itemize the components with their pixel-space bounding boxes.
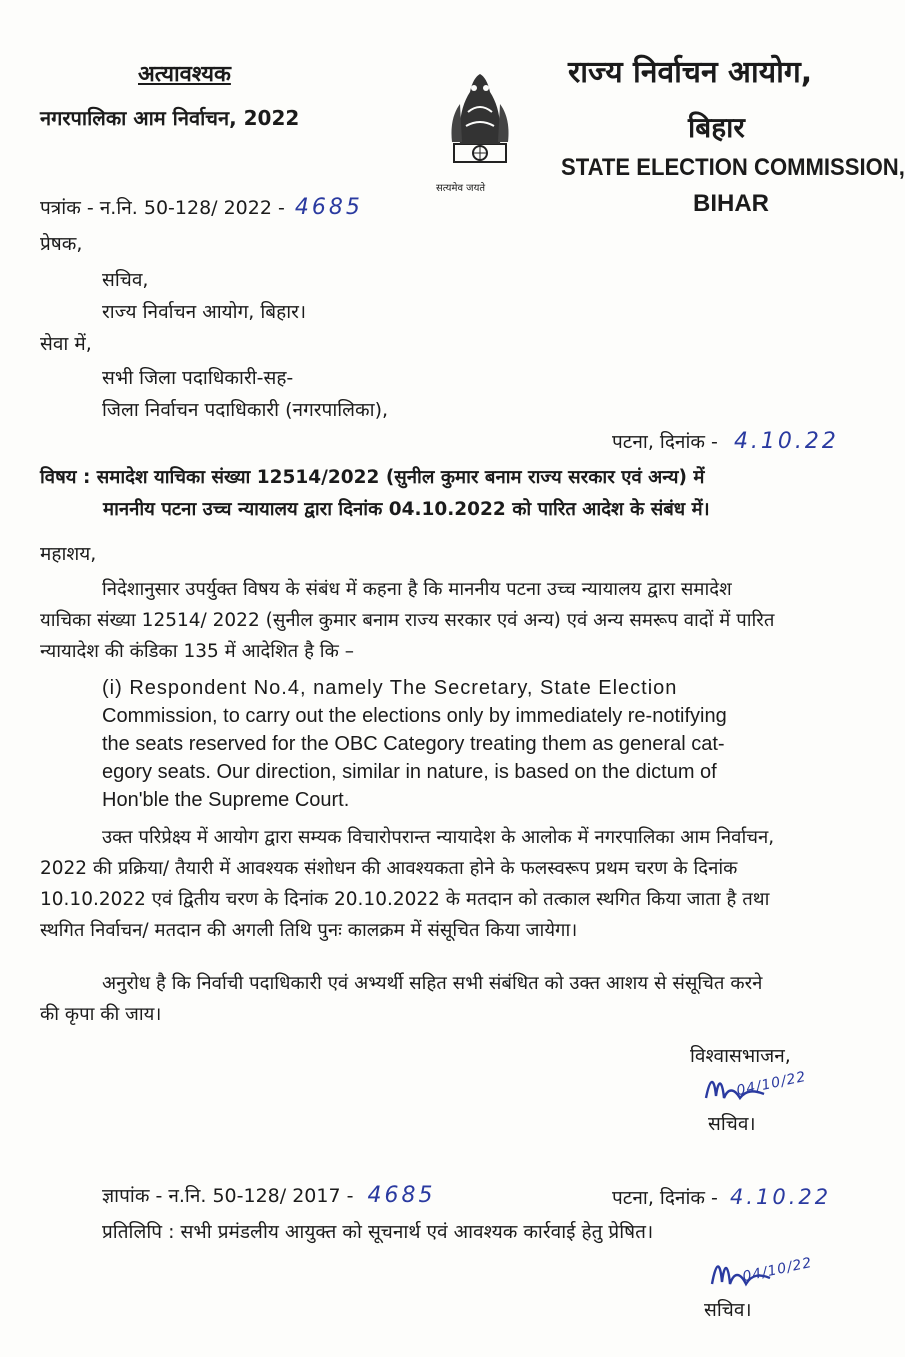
memo-ref-number: 4685 [367,1183,436,1208]
letter-place-date [612,428,839,454]
memo-place-date [612,1184,831,1210]
memo-signature-date: 04/10/22 [741,1254,814,1286]
salutation: महाशय, [40,543,97,565]
emblem-motto: सत्यमेव जयते [436,183,486,194]
subject-line-1: विषय : समादेश याचिका संख्या 12514/2022 (सुनील कुमार बनाम राज्य सरकार एवं अन्य) में [40,467,705,488]
subject-line-2: माननीय पटना उच्च न्यायालय द्वारा दिनांक 04.10.2022 को पारित आदेश के संबंध में। [103,499,710,520]
election-heading: नगरपालिका आम निर्वाचन, 2022 [40,106,300,130]
memo-date: 4.10.22 [729,1185,832,1209]
signature-date: 04/10/22 [735,1068,808,1100]
state-name-hindi: बिहार [688,111,745,144]
quote-line: the seats reserved for the OBC Category treating them as general cat- [102,733,725,755]
commission-name-english: STATE ELECTION COMMISSION, [561,154,905,181]
addressee-line-1: सभी जिला पदाधिकारी-सह- [102,367,294,389]
paragraph-1-line: याचिका संख्या 12514/ 2022 (सुनील कुमार बनाम राज्य सरकार एवं अन्य) एवं अन्य समरूप वादों में पारित [40,610,775,631]
quote-line: Hon'ble the Supreme Court. [102,789,350,811]
state-name-english: BIHAR [693,190,769,217]
sender-line-2: राज्य निर्वाचन आयोग, बिहार। [102,301,307,323]
quote-line: egory seats. Our direction, similar in nature, is based on the dictum of [102,761,717,783]
addressee-line-2: जिला निर्वाचन पदाधिकारी (नगरपालिका), [102,399,389,421]
copy-line: प्रतिलिपि : सभी प्रमंडलीय आयुक्त को सूचनार्थ एवं आवश्यक कार्रवाई हेतु प्रेषित। [102,1221,654,1243]
court-order-quote [102,674,727,814]
letter-reference [40,194,363,220]
memo-reference [102,1182,436,1208]
paragraph-1 [40,574,870,667]
paragraph-2-line: 2022 की प्रक्रिया/ तैयारी में आवश्यक संशोधन की आवश्यकता होने के फलस्वरूप प्रथम चरण के दिनांक [40,858,738,879]
addressee-label: सेवा में, [40,333,92,355]
paragraph-1-line: न्यायादेश की कंडिका 135 में आदेशित है कि – [40,641,354,662]
letter-ref-number: 4685 [294,195,363,220]
letter-ref-label: पत्रांक - न.नि. 50-128/ 2022 - [40,197,285,219]
paragraph-1-line: निदेशानुसार उपर्युक्त विषय के संबंध में कहना है कि माननीय पटना उच्च न्यायालय द्वारा समादेश [102,579,732,600]
ashoka-emblem-icon [432,52,528,180]
closing: विश्वासभाजन, [690,1045,791,1067]
paragraph-3-line: अनुरोध है कि निर्वाची पदाधिकारी एवं अभ्यर्थी सहित सभी संबंधित को उक्त आशय से संसूचित करने [102,973,763,994]
paragraph-3 [40,968,870,1030]
letter-date: 4.10.22 [733,429,839,454]
quote-line: Commission, to carry out the elections only by immediately re-notifying [102,705,727,727]
paragraph-2-line: स्थगित निर्वाचन/ मतदान की अगली तिथि पुनः कालक्रम में संसूचित किया जायेगा। [40,920,578,941]
commission-name-hindi: राज्य निर्वाचन आयोग, [568,55,813,90]
memo-ref-label: ज्ञापांक - न.नि. 50-128/ 2017 - [102,1185,354,1207]
sender-line-1: सचिव, [102,269,149,291]
urgent-heading: अत्यावश्यक [138,62,231,87]
quote-line: (i) Respondent No.4, namely The Secretary, State Election [102,677,678,699]
paragraph-2-line: 10.10.2022 एवं द्वितीय चरण के दिनांक 20.10.2022 के मतदान को तत्काल स्थगित किया जाता है तथा [40,889,770,910]
signature [700,1068,860,1112]
signatory: सचिव। [708,1113,756,1135]
letter-place-date-label: पटना, दिनांक - [612,431,718,453]
memo-signature [706,1250,856,1300]
state-emblem [432,52,528,192]
paragraph-2-line: उक्त परिप्रेक्ष्य में आयोग द्वारा सम्यक विचारोपरान्त न्यायादेश के आलोक में नगरपालिका आम निर्वाचन, [102,827,775,848]
memo-place-date-label: पटना, दिनांक - [612,1187,718,1209]
sender-label: प्रेषक, [40,233,83,255]
paragraph-2 [40,822,870,946]
paragraph-3-line: की कृपा की जाय। [40,1004,162,1025]
memo-signatory: सचिव। [704,1299,752,1321]
